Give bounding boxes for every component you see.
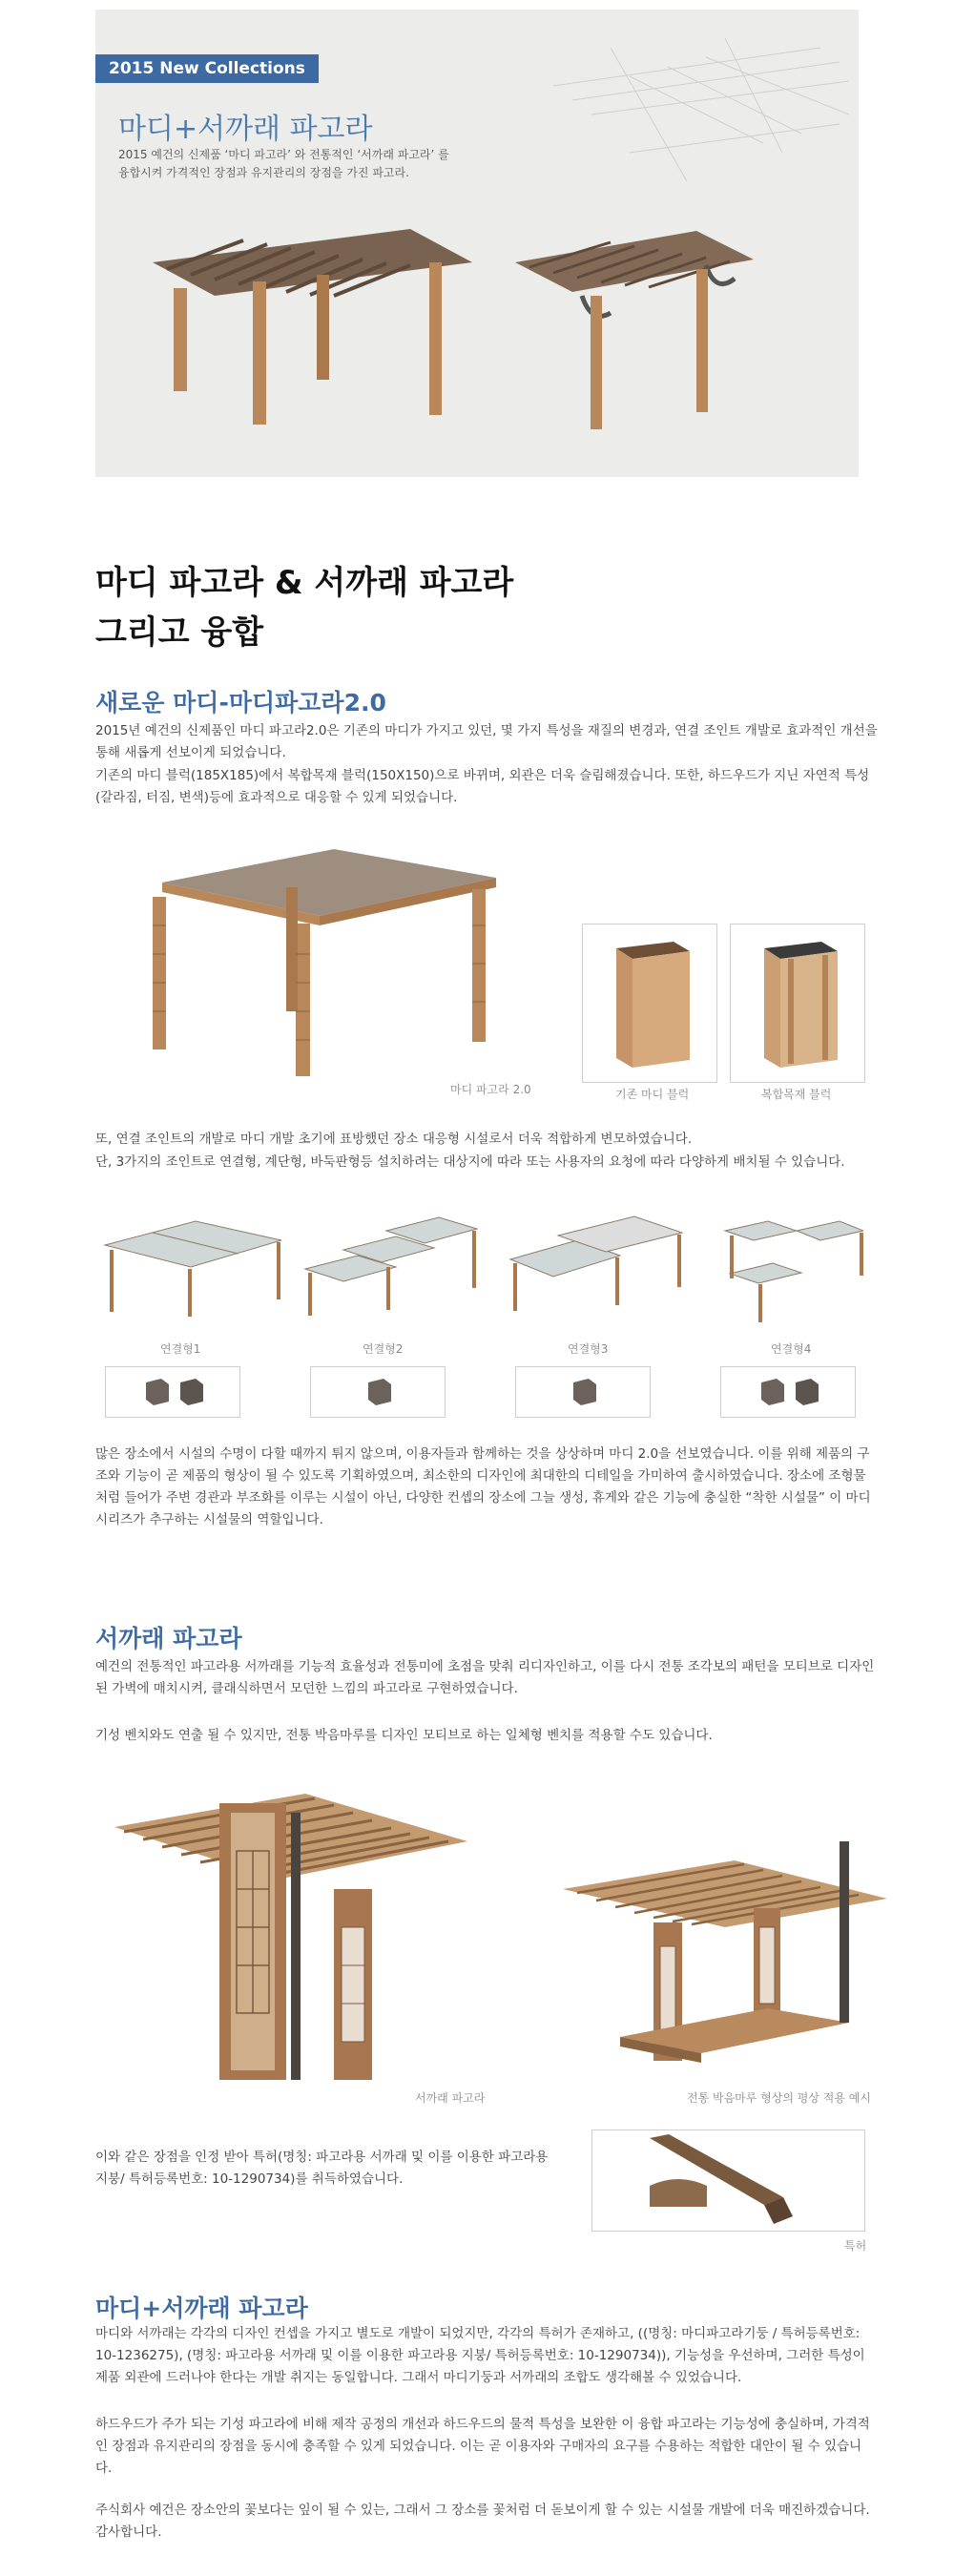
patent-image-frame [591, 2129, 865, 2232]
old-block-frame [582, 924, 717, 1083]
seokkarae-pergola-caption: 서까래 파고라 [415, 2091, 486, 2105]
config-4-label: 연결형4 [771, 1342, 812, 1356]
config-1-label: 연결형1 [160, 1342, 201, 1356]
intro-heading-line1: 마디 파고라 & 서까래 파고라 [95, 564, 514, 602]
seokkarae-heading: 서까래 파고라 [95, 1625, 242, 1652]
madi-heading: 새로운 마디-마디파고라2.0 [95, 689, 386, 717]
joint-1-image [106, 1367, 239, 1417]
joint-box-3 [515, 1366, 651, 1418]
madi-paragraph-1: 2015년 예건의 신제품인 마디 파고라2.0은 기존의 마디가 가지고 있던, 몇 가지 특성을 재질의 변경과, 연결 조인트 개발로 효과적인 개선을 통해 새롭게 선보이게 되었습니다. [95, 723, 878, 760]
joint-2-image [311, 1367, 445, 1417]
fusion-paragraph-3: 주식회사 예건은 장소안의 꽃보다는 잎이 될 수 있는, 그래서 그 장소를 꽃처럼 더 돋보이게 할 수 있는 시설물 개발에 더욱 매진하겠습니다. 감사합니다. [95, 2503, 870, 2540]
composite-block-image [731, 924, 864, 1082]
joint-3-image [516, 1367, 650, 1417]
joint-box-4 [720, 1366, 856, 1418]
hero-banner [95, 10, 859, 477]
seokkarae-paragraph-2: 기성 벤치와도 연출 될 수 있지만, 전통 박음마루를 디자인 모티브로 하는 일체형 벤치를 적용할 수도 있습니다. [95, 1728, 713, 1743]
seokkarae-pergola-image [114, 1775, 477, 2089]
hero-desc-line2: 융합시켜 가격적인 장점과 유지관리의 장점을 가진 파고라. [118, 166, 409, 179]
joint-box-1 [105, 1366, 240, 1418]
patent-text [95, 2147, 630, 2191]
madi-pergola-image [134, 840, 496, 1078]
old-block-caption: 기존 마디 블럭 [615, 1088, 690, 1101]
joint-box-2 [310, 1366, 446, 1418]
hero-desc-line1: 2015 예건의 신제품 ‘마디 파고라’ 와 전통적인 ‘서까래 파고라’ 를 [118, 148, 449, 161]
old-block-image [583, 924, 716, 1082]
fusion-heading: 마디+서까래 파고라 [95, 2295, 308, 2322]
intro-heading-line2: 그리고 융합 [95, 613, 264, 652]
configuration-images [100, 1193, 863, 1326]
hero-description [118, 146, 519, 182]
fusion-paragraph-2: 하드우드가 주가 되는 기성 파고라에 비해 제작 공정의 개선과 하드우드의 물적 특성을 보완한 이 융합 파고라는 기능성에 충실하며, 가격적인 장점과 유지관리의 장점을 동시에 충족할 수 있게 되었습니다. 이는 곧 이용자와 구매자의 요구를 수용하는 적합한 대안이 될 수 있습니다. [95, 2417, 870, 2476]
madi-paragraph-2: 기존의 마디 블럭(185X185)에서 복합목재 블럭(150X150)으로 바뀌며, 외관은 더욱 슬림해졌습니다. 또한, 하드우드가 지닌 자연적 특성(갈라짐, 터짐, 변색)등에 효과적으로 대응할 수 있게 되었습니다. [95, 768, 870, 805]
config-4-image [725, 1221, 863, 1322]
config-3-image [510, 1216, 682, 1311]
config-2-image [305, 1217, 477, 1316]
bench-pergola-caption: 전통 박음마루 형상의 평상 적용 예시 [687, 2091, 871, 2105]
collection-badge: 2015 New Collections [95, 54, 319, 83]
config-3-label: 연결형3 [568, 1342, 609, 1356]
composite-block-caption: 복합목재 블럭 [761, 1088, 832, 1101]
patent-line2: 지붕/ 특허등록번호: 10-1290734)를 취득하였습니다. [95, 2171, 404, 2187]
madi-paragraph-4: 단, 3가지의 조인트로 연결형, 계단형, 바둑판형등 설치하려는 대상지에 따라 또는 사용자의 요청에 따라 다양하게 배치될 수 있습니다. [95, 1154, 845, 1170]
fusion-paragraph-1: 마디와 서까래는 각각의 디자인 컨셉을 가지고 별도로 개발이 되었지만, 각각의 특허가 존재하고, ((명칭: 마디파고라기둥 / 특허등록번호: 10-1236275), (명칭: 파고라용 서까래 및 이를 이용한 파고라용 지붕/ 특허등록번호: 10-1290734)), 기능성을 우선하며, 그러한 특성이 제품 외관에 드러나야 한다는 개발 취지는 동일합니다. 그래서 마디기둥과 서까래의 조합도 생각해볼 수 있었습니다. [95, 2326, 865, 2385]
patent-image [592, 2130, 864, 2231]
bench-pergola-image [563, 1822, 906, 2080]
madi-paragraph-5: 많은 장소에서 시설의 수명이 다할 때까지 튀지 않으며, 이용자들과 함께하는 것을 상상하며 마디 2.0을 선보였습니다. 이를 위해 제품의 구조와 기능이 곧 제품의 형상이 될 수 있도록 기획하였으며, 최소한의 디자인에 최대한의 디테일을 가미하여 출시하였습니다. 장소에 조형물처럼 들어가 주변 경관과 부조화를 이루는 시설이 아닌, 다양한 컨셉의 장소에 그늘 생성, 휴게와 같은 기능에 충실한 “착한 시설물” 이 마디 시리즈가 추구하는 시설물의 역할입니다. [95, 1446, 871, 1527]
composite-block-frame [730, 924, 865, 1083]
madi-pergola-caption: 마디 파고라 2.0 [450, 1083, 531, 1096]
seokkarae-paragraph-1: 예건의 전통적인 파고라용 서까래를 기능적 효율성과 전통미에 초점을 맞춰 리디자인하고, 이를 다시 전통 조각보의 패턴을 모티브로 디자인 된 가벽에 매치시켜, 클래식하면서 모던한 느낌의 파고라로 구현하였습니다. [95, 1659, 875, 1696]
madi-paragraph-3: 또, 연결 조인트의 개발로 마디 개발 초기에 표방했던 장소 대응형 시설로서 더욱 적합하게 변모하였습니다. [95, 1132, 693, 1147]
patent-caption: 특허 [844, 2239, 867, 2253]
patent-line1: 이와 같은 장점을 인정 받아 특허(명칭: 파고라용 서까래 및 이를 이용한 파고라용 [95, 2150, 549, 2165]
joint-4-image [721, 1367, 855, 1417]
intro-heading [95, 558, 513, 657]
hero-title: 마디+서까래 파고라 [118, 113, 373, 146]
config-2-label: 연결형2 [363, 1342, 404, 1356]
config-1-image [105, 1221, 281, 1317]
